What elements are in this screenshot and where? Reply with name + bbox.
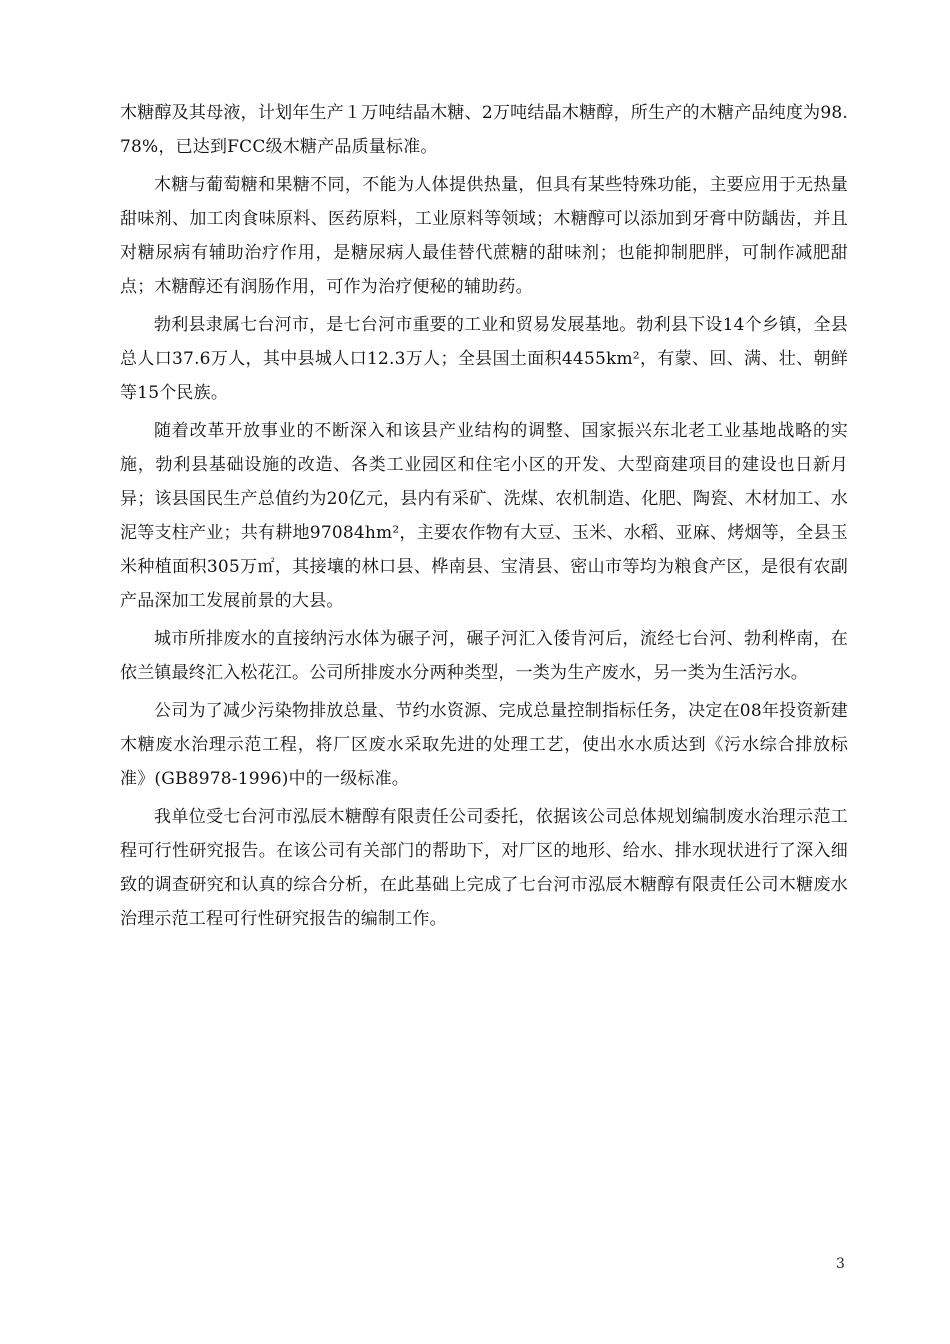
page-number: 3	[836, 1256, 845, 1272]
paragraph-economic-development: 随着改革开放事业的不断深入和该县产业结构的调整、国家振兴东北老工业基地战略的实施，勃利县基础设施的改造、各类工业园区和住宅小区的开发、大型商建项目的建设也日新月异；该县国民生产总值约为20亿元，县内有采矿、洗煤、农机制造、化肥、陶瓷、木材加工、水泥等支柱产业；共有耕地97084hm²，主要农作物有大豆、玉米、水稻、亚麻、烤烟等，全县玉米种植面积305万㎡，其接壤的林口县、桦南县、宝清县、密山市等均为粮食产区，是很有农副产品深加工发展前景的大县。	[120, 421, 848, 611]
paragraph-boli-county: 勃利县隶属七台河市，是七台河市重要的工业和贸易发展基地。勃利县下设14个乡镇，全县总人口37.6万人，其中县城人口12.3万人；全县国土面积4455km²，有蒙、回、满、壮、朝鲜等15个民族。	[120, 315, 848, 403]
document-body	[120, 96, 848, 940]
paragraph-xylose-uses: 木糖与葡萄糖和果糖不同，不能为人体提供热量，但具有某些特殊功能，主要应用于无热量甜味剂、加工肉食味原料、医药原料，工业原料等领域；木糖醇可以添加到牙膏中防龋齿，并且对糖尿病有辅助治疗作用，是糖尿病人最佳替代蔗糖的甜味剂；也能抑制肥胖，可制作减肥甜点；木糖醇还有润肠作用，可作为治疗便秘的辅助药。	[120, 175, 848, 297]
paragraph-report-commission: 我单位受七台河市泓辰木糖醇有限责任公司委托，依据该公司总体规划编制废水治理示范工程可行性研究报告。在该公司有关部门的帮助下，对厂区的地形、给水、排水现状进行了深入细致的调查研究和认真的综合分析，在此基础上完成了七台河市泓辰木糖醇有限责任公司木糖废水治理示范工程可行性研究报告的编制工作。	[120, 807, 848, 929]
paragraph-treatment-project: 公司为了减少污染物排放总量、节约水资源、完成总量控制指标任务，决定在08年投资新建木糖废水治理示范工程，将厂区废水采取先进的处理工艺，使出水水质达到《污水综合排放标准》(GB8978-1996)中的一级标准。	[120, 701, 848, 789]
paragraph-wastewater-receiving: 城市所排废水的直接纳污水体为碾子河，碾子河汇入倭肯河后，流经七台河、勃利桦南，在依兰镇最终汇入松花江。公司所排废水分两种类型，一类为生产废水，另一类为生活污水。	[120, 629, 848, 683]
paragraph-xylitol-production: 木糖醇及其母液，计划年生产１万吨结晶木糖、2万吨结晶木糖醇，所生产的木糖产品纯度为98.78%，已达到FCC级木糖产品质量标准。	[120, 103, 848, 157]
